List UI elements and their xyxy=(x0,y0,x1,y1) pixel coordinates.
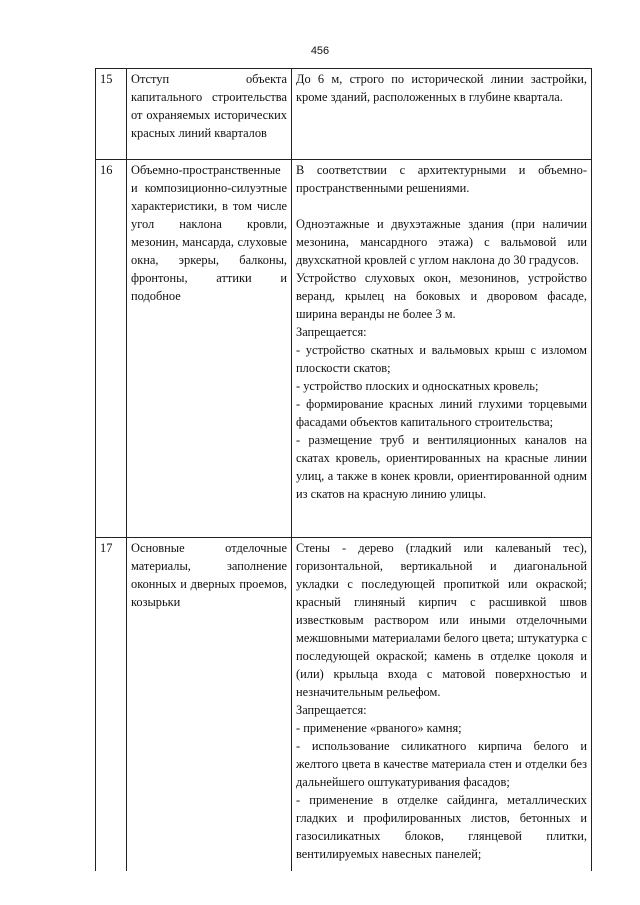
prohibition-item: - применение в отделке сайдинга, металлических гладких и профилированных листов, бетонных и газосиликатных блоков, глянцевой плитки, вентилируемых навесных панелей; xyxy=(296,793,587,861)
requirement-text: Одноэтажные и двухэтажные здания (при наличии мезонина, мансардного этажа) с вальмовой или двухскатной кровлей с углом наклона до 30 градусов. xyxy=(296,217,587,267)
prohibition-item: - применение «рваного» камня; xyxy=(296,721,462,735)
prohibition-heading: Запрещается: xyxy=(296,703,367,717)
prohibition-item: - использование силикатного кирпича белого и желтого цвета в качестве материала стен и отделки без дальнейшего оштукатуривания фасадов; xyxy=(296,739,587,789)
row-number: 17 xyxy=(96,538,127,872)
requirement-text: В соответствии с архитектурными и объемно-пространственными решениями. xyxy=(296,163,587,195)
requirement-text: До 6 м, строго по исторической линии застройки, кроме зданий, расположенных в глубине квартала. xyxy=(296,72,587,104)
requirement-text: Стены - дерево (гладкий или калеваный тес), горизонтальной, вертикальной и диагональной укладки с последующей пропиткой или окраской; красный глиняный кирпич с расшивкой швов известковым раствором или иными отделочными межшовными материалами белого цвета; штукатурка с последующей окраской; камень в отделке цоколя и (или) крыльца входа с матовой поверхностью и незначительным рельефом. xyxy=(296,541,587,699)
requirements-cell xyxy=(292,160,592,538)
row-number: 16 xyxy=(96,160,127,538)
requirements-cell xyxy=(292,538,592,872)
parameter-cell: Объемно-пространственные и композиционно-силуэтные характеристики, в том числе угол наклона кровли, мезонин, мансарда, слуховые окна, эркеры, балконы, фронтоны, аттики и подобное xyxy=(127,160,292,538)
row-number: 15 xyxy=(96,69,127,160)
table-row xyxy=(96,69,592,160)
prohibition-item: - размещение труб и вентиляционных каналов на скатах кровель, ориентированных на красные линии улиц, а также в конек кровли, ориентированной одним из скатов на красную линию улицы. xyxy=(296,433,587,501)
requirement-text: Устройство слуховых окон, мезонинов, устройство веранд, крылец на боковых и дворовом фасаде, ширина веранды не более 3 м. xyxy=(296,271,587,321)
parameter-cell: Основные отделочные материалы, заполнение оконных и дверных проемов, козырьки xyxy=(127,538,292,872)
table-row xyxy=(96,160,592,538)
page-number: 456 xyxy=(310,45,330,57)
parameter-cell: Отступ объекта капитального строительства от охраняемых исторических красных линий кварталов xyxy=(127,69,292,160)
prohibition-item: - устройство плоских и односкатных кровель; xyxy=(296,379,539,393)
prohibition-heading: Запрещается: xyxy=(296,325,367,339)
regulations-table xyxy=(95,68,592,871)
prohibition-item: - устройство скатных и вальмовых крыш с изломом плоскости скатов; xyxy=(296,343,587,375)
table-row xyxy=(96,538,592,872)
prohibition-item: - формирование красных линий глухими торцевыми фасадами объектов капитального строительства; xyxy=(296,397,587,429)
requirements-cell xyxy=(292,69,592,160)
